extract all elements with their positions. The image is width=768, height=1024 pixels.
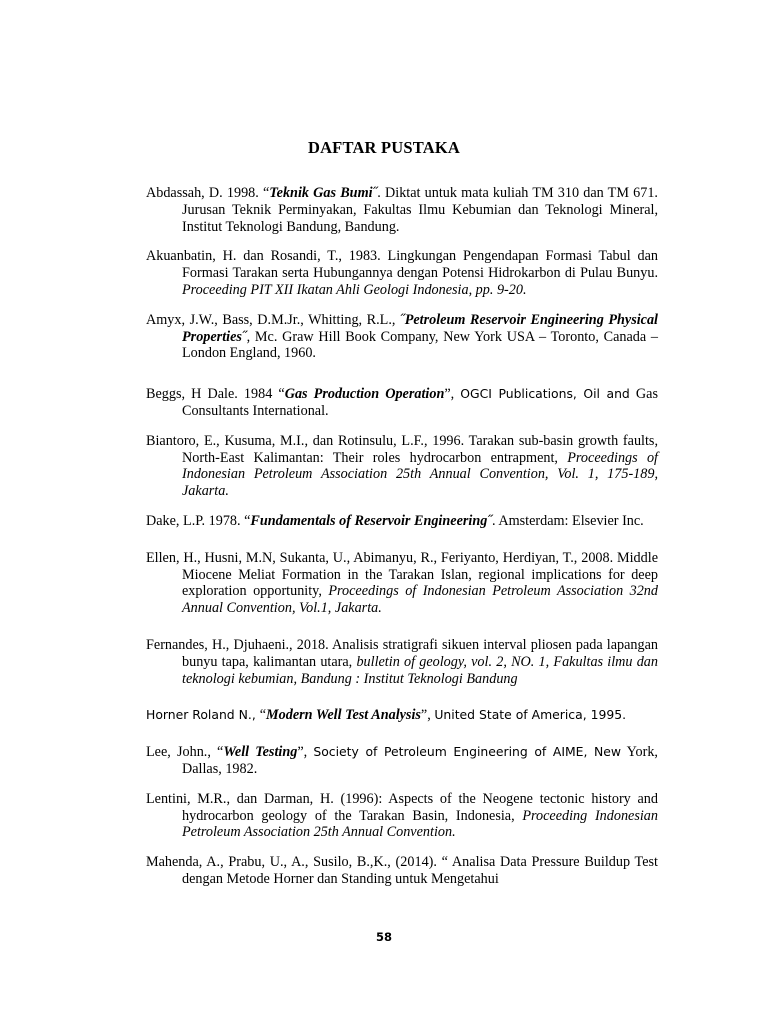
reference-text-segment: OGCI Publications, Oil and (460, 386, 630, 402)
reference-text-segment: . Amsterdam: Elsevier Inc. (492, 512, 644, 529)
reference-text-segment: Proceedings of Indonesian Petroleum Association 32nd Annual Convention, Vol.1, Jakarta. (182, 583, 658, 617)
reference-list (146, 185, 658, 901)
reference-text-segment: Society of Petroleum Engineering of AIME, New (313, 744, 622, 760)
reference-text-segment: bulletin of geology, vol. 2, NO. 1, Fakultas ilmu dan teknologi kebumian, Bandung : Institut Teknologi Bandung (182, 653, 658, 687)
reference-text-segment: ˝ (487, 512, 493, 529)
reference-text-segment: Akuanbatin, H. dan Rosandi, T., 1983. Lingkungan Pengendapan Formasi Tabul dan Formasi Tarakan serta Hubungannya dengan Potensi Hidrokarbon di Pulau Bunyu. (146, 248, 658, 282)
reference-text-segment: Horner Roland N., (146, 707, 260, 723)
reference-text-segment: United State of America, 1995. (434, 707, 627, 723)
reference-entry (146, 707, 658, 724)
reference-text-segment: ˝ (399, 311, 405, 328)
reference-entry (146, 513, 658, 530)
reference-text-segment: York, Dallas, 1982. (182, 744, 658, 777)
reference-entry (146, 386, 658, 420)
reference-text-segment: ˝ (372, 185, 378, 201)
reference-text-segment: . Diktat untuk mata kuliah TM 310 dan TM 671. Jurusan Teknik Perminyakan, Fakultas Ilmu Kebumian dan Teknologi Mineral, Institut Teknologi Bandung, Bandung. (182, 185, 658, 235)
reference-text-segment: Proceeding Indonesian Petroleum Association 25th Annual Convention. (182, 807, 658, 841)
reference-entry (146, 744, 658, 778)
reference-text-segment: Fernandes, H., Djuhaeni., 2018. Analisis stratigrafi sikuen interval pliosen pada lapangan bunyu tapa, kalimantan utara, (146, 636, 658, 670)
reference-entry (146, 854, 658, 888)
reference-entry (146, 433, 658, 500)
reference-text-segment: Dake, L.P. 1978. “ (146, 512, 251, 529)
reference-entry (146, 550, 658, 617)
page-title: DAFTAR PUSTAKA (307, 138, 461, 157)
reference-text-segment: Teknik Gas Bumi (269, 185, 373, 201)
reference-text-segment: , Mc. Graw Hill Book Company, New York USA – Toronto, Canada – London England, 1960. (182, 328, 658, 362)
reference-text-segment: Proceeding PIT XII Ikatan Ahli Geologi Indonesia, pp. 9-20. (182, 281, 527, 298)
reference-text-segment: Gas Production Operation (284, 386, 445, 403)
reference-entry (146, 185, 658, 235)
reference-text-segment: ”, (297, 744, 314, 761)
reference-text-segment: “ (259, 707, 267, 724)
reference-text-segment: ˝ (241, 328, 247, 345)
reference-text-segment: Mahenda, A., Prabu, U., A., Susilo, B.,K., (2014). “ Analisa Data Pressure Buildup Test dengan Metode Horner dan Standing untuk Mengetahui (146, 854, 658, 887)
reference-text-segment: Lee, John., “ (146, 744, 224, 761)
reference-text-segment: Lentini, M.R., dan Darman, H. (1996): Aspects of the Neogene tectonic history and hydrocarbon geology of the Tarakan Basin, Indonesia, (146, 790, 658, 824)
reference-text-segment: ”, (444, 386, 461, 403)
reference-entry (146, 248, 658, 298)
reference-text-segment: ”, (420, 707, 435, 724)
reference-entry (146, 791, 658, 841)
reference-text-segment: Fundamentals of Reservoir Engineering (250, 512, 488, 529)
reference-text-segment: Proceedings of Indonesian Petroleum Association 25th Annual Convention, Vol. 1, 175-189, Jakarta. (182, 449, 658, 500)
reference-text-segment: Gas Consultants International. (182, 386, 658, 419)
reference-text-segment: Petroleum Reservoir Engineering Physical Properties (182, 311, 659, 345)
page-number: 58 (375, 930, 392, 944)
reference-text-segment: Biantoro, E., Kusuma, M.I., dan Rotinsulu, L.F., 1996. Tarakan sub-basin growth faults, North-East Kalimantan: Their roles hydrocarbon entrapment, (146, 432, 658, 466)
reference-text-segment: Beggs, H Dale. 1984 “ (146, 386, 285, 403)
reference-text-segment: Ellen, H., Husni, M.N, Sukanta, U., Abimanyu, R., Feriyanto, Herdiyan, T., 2008. Middle Miocene Meliat Formation in the Tarakan Islan, regional implications for deep exploration opportunity, (146, 549, 658, 600)
reference-entry (146, 637, 658, 687)
reference-text-segment: Abdassah, D. 1998. “ (146, 185, 270, 201)
reference-text-segment: Well Testing (223, 744, 298, 761)
reference-entry (146, 312, 658, 362)
reference-text-segment: Amyx, J.W., Bass, D.M.Jr., Whitting, R.L., (146, 311, 400, 328)
reference-text-segment: Modern Well Test Analysis (266, 707, 421, 724)
